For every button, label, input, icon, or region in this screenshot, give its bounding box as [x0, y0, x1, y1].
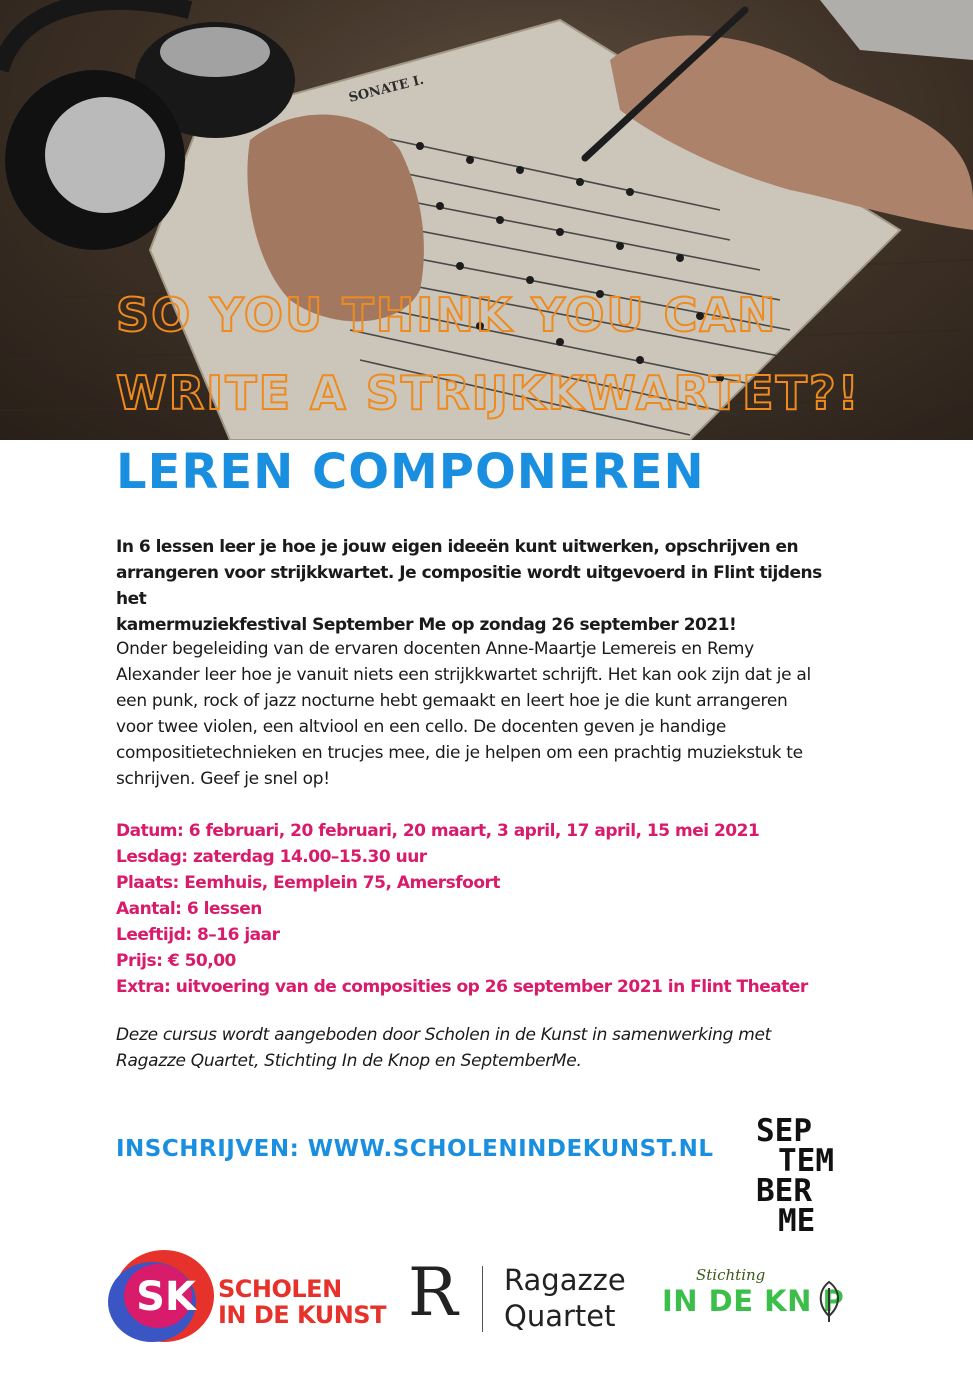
- hero-photo: [0, 0, 973, 440]
- section-title: LEREN COMPONEREN: [116, 444, 705, 500]
- intro-line: In 6 lessen leer je hoe je jouw eigen ideeën kunt uitwerken, opschrijven en: [116, 537, 799, 557]
- sk-name-line: SCHOLEN: [218, 1275, 342, 1303]
- body-line: schrijven. Geef je snel op!: [116, 769, 330, 789]
- knop-name: IN DE KN P: [662, 1284, 845, 1318]
- intro-paragraph: [116, 534, 856, 638]
- course-details: [116, 818, 856, 1000]
- stichting-in-de-knop-logo: [662, 1266, 862, 1336]
- detail-count: Aantal: 6 lessen: [116, 899, 262, 919]
- headline-line-1: SO YOU THINK YOU CAN: [116, 288, 778, 342]
- ragazze-name: [504, 1262, 626, 1334]
- september-logo-line: ME: [778, 1203, 816, 1239]
- body-line: een punk, rock of jazz nocturne hebt gemaakt en leert hoe je die kunt arrangeren: [116, 691, 788, 711]
- body-line: Alexander leer hoe je vanuit niets een strijkkwartet schrijft. Het kan ook zijn dat je al: [116, 665, 811, 685]
- ragazze-mark: R: [408, 1254, 458, 1331]
- sk-name: [218, 1276, 386, 1328]
- register-link[interactable]: INSCHRIJVEN: WWW.SCHOLENINDEKUNST.NL: [116, 1136, 714, 1162]
- knop-stichting-label: Stichting: [696, 1266, 766, 1284]
- body-line: compositietechnieken en trucjes mee, die je helpen om een prachtig muziekstuk te: [116, 743, 803, 763]
- sk-name-line: IN DE KUNST: [218, 1301, 386, 1329]
- ragazze-divider: [482, 1266, 483, 1332]
- body-line: voor twee violen, een altviool en een cello. De docenten geven je handige: [116, 717, 726, 737]
- ragazze-quartet-logo: [408, 1254, 658, 1340]
- september-logo-line: SEP: [756, 1113, 812, 1149]
- body-line: Onder begeleiding van de ervaren docenten Anne-Maartje Lemereis en Remy: [116, 639, 754, 659]
- detail-age: Leeftijd: 8–16 jaar: [116, 925, 280, 945]
- september-me-logo: [756, 1113, 876, 1239]
- detail-date: Datum: 6 februari, 20 februari, 20 maart, 3 april, 17 april, 15 mei 2021: [116, 821, 760, 841]
- september-logo-line: TEM: [778, 1143, 834, 1179]
- body-paragraph: [116, 636, 856, 792]
- leaf-icon: [814, 1278, 844, 1324]
- detail-lesson-day: Lesdag: zaterdag 14.00–15.30 uur: [116, 847, 427, 867]
- september-logo-line: BER: [756, 1173, 812, 1209]
- intro-line: arrangeren voor strijkkwartet. Je compositie wordt uitgevoerd in Flint tijdens het: [116, 563, 822, 609]
- intro-line: kamermuziekfestival September Me op zondag 26 september 2021!: [116, 615, 737, 635]
- detail-location: Plaats: Eemhuis, Eemplein 75, Amersfoort: [116, 873, 501, 893]
- ragazze-name-line: Ragazze: [504, 1263, 626, 1297]
- scholen-in-de-kunst-logo: [106, 1246, 396, 1346]
- credits-paragraph: [116, 1022, 856, 1074]
- sk-letters: SK: [136, 1274, 196, 1320]
- credits-line: Deze cursus wordt aangeboden door Scholen in de Kunst in samenwerking met: [116, 1025, 771, 1045]
- sheet-music-title: SONATE I.: [347, 72, 426, 106]
- headline-line-2: WRITE A STRIJKKWARTET?!: [116, 366, 861, 420]
- detail-price: Prijs: € 50,00: [116, 951, 236, 971]
- credits-line: Ragazze Quartet, Stichting In de Knop en SeptemberMe.: [116, 1051, 582, 1071]
- detail-extra: Extra: uitvoering van de composities op 26 september 2021 in Flint Theater: [116, 977, 808, 997]
- ragazze-name-line: Quartet: [504, 1299, 616, 1333]
